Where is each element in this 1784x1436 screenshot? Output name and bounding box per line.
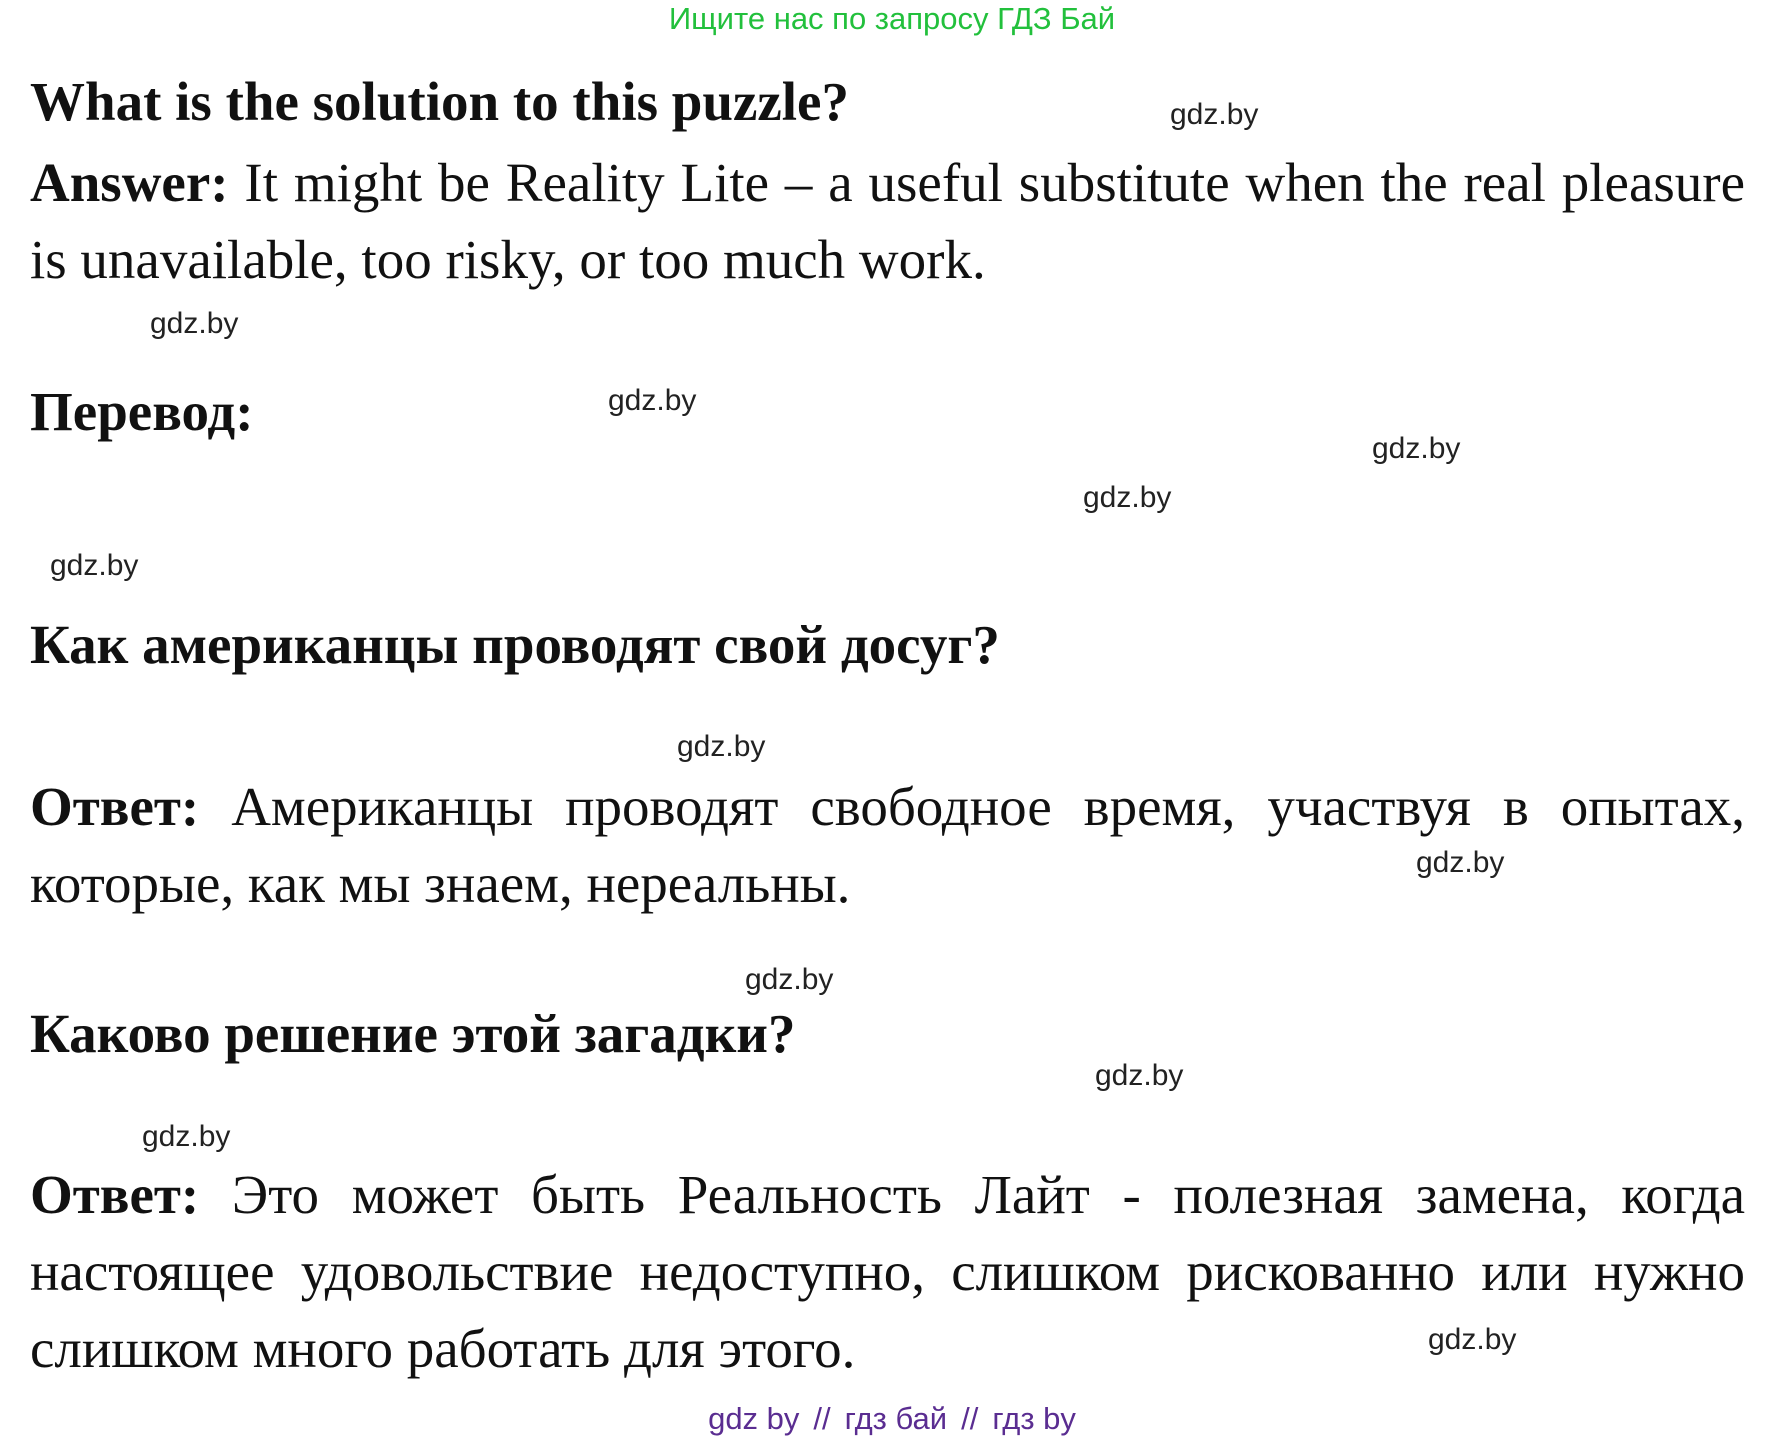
watermark: gdz.by bbox=[1416, 846, 1505, 879]
footer-link-gdz-bai[interactable]: гдз бай bbox=[844, 1401, 948, 1436]
footer-link-gdz-by-cyr[interactable]: гдз by bbox=[992, 1401, 1076, 1436]
watermark: gdz.by bbox=[150, 307, 239, 340]
answer-text: Американцы проводят свободное время, участвуя в опытах, которые, как мы знаем, нереальны. bbox=[30, 776, 1745, 914]
answer-label: Answer: bbox=[30, 152, 245, 213]
footer-link-gdz-by[interactable]: gdz by bbox=[708, 1401, 800, 1436]
watermark: gdz.by bbox=[142, 1120, 231, 1153]
answer-label: Ответ: bbox=[30, 1164, 232, 1225]
footer-links bbox=[0, 1402, 1784, 1436]
translation-heading: Перевод: bbox=[30, 381, 254, 442]
watermark: gdz.by bbox=[50, 549, 139, 582]
watermark: gdz.by bbox=[1372, 432, 1461, 465]
footer-separator: // bbox=[961, 1401, 979, 1436]
watermark: gdz.by bbox=[1428, 1323, 1517, 1356]
watermark: gdz.by bbox=[1083, 481, 1172, 514]
watermark: gdz.by bbox=[677, 730, 766, 763]
watermark: gdz.by bbox=[1170, 98, 1259, 131]
question-heading-ru-2: Каково решение этой загадки? bbox=[30, 1003, 796, 1064]
answer-paragraph-en bbox=[30, 144, 1745, 298]
answer-text: Это может быть Реальность Лайт - полезная замена, когда настоящее удовольствие недоступно, слишком рискованно или нужно слишком много работать для этого. bbox=[30, 1164, 1746, 1379]
watermark: gdz.by bbox=[1095, 1059, 1184, 1092]
top-banner: Ищите нас по запросу ГДЗ Бай bbox=[668, 1, 1116, 36]
question-heading-en: What is the solution to this puzzle? bbox=[30, 71, 849, 132]
watermark: gdz.by bbox=[608, 384, 697, 417]
answer-label: Ответ: bbox=[30, 776, 232, 837]
question-heading-ru-1: Как американцы проводят свой досуг? bbox=[30, 614, 1000, 675]
answer-text: It might be Reality Lite – a useful substitute when the real pleasure is unavailable, too risky, or too much work. bbox=[30, 152, 1745, 290]
watermark: gdz.by bbox=[745, 963, 834, 996]
answer-paragraph-ru-1 bbox=[30, 768, 1745, 922]
footer-separator: // bbox=[813, 1401, 831, 1436]
